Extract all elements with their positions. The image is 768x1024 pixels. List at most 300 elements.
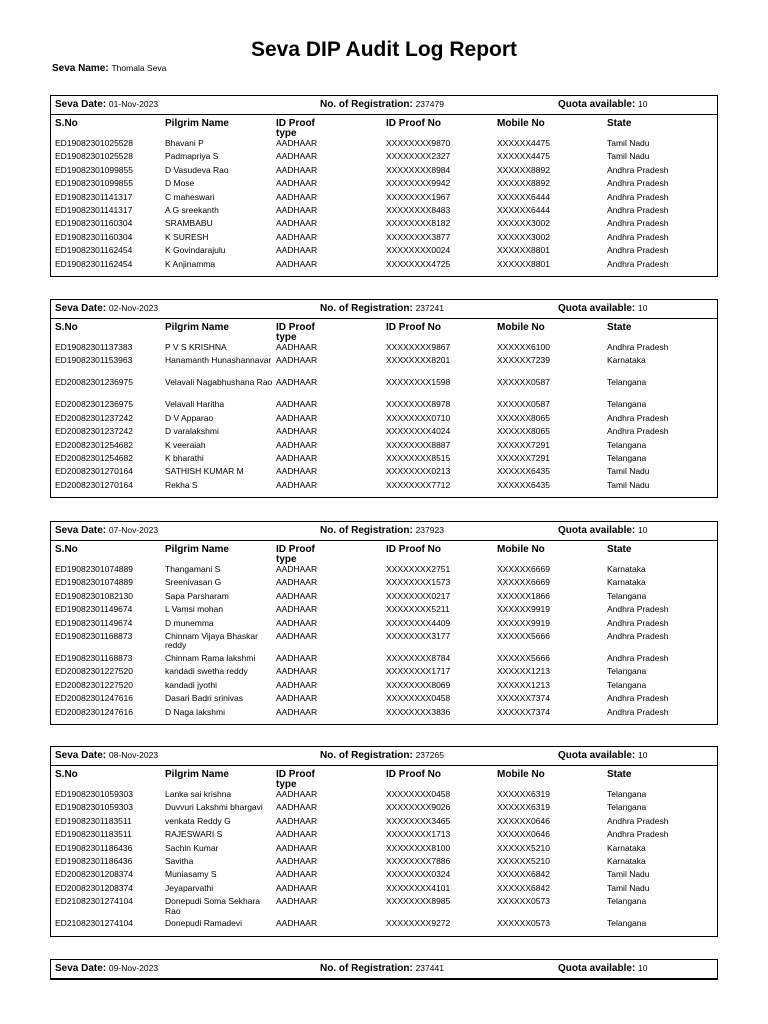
table-cell: XXXXXX6435: [497, 479, 550, 490]
table-cell: ED20082301208374: [55, 882, 133, 893]
table-cell: XXXXXX6435: [497, 466, 550, 477]
registration-count-label: No. of Registration:: [320, 525, 416, 536]
table-row: [51, 400, 717, 413]
table-cell: XXXXXX8801: [497, 245, 550, 256]
table-cell: ED20082301270164: [55, 466, 133, 477]
table-cell: AADHAAR: [276, 564, 318, 574]
table-cell: AADHAAR: [276, 452, 318, 463]
table-row: [51, 803, 717, 816]
table-row: [51, 592, 717, 605]
registration-count-value: 237441: [415, 963, 444, 973]
table-cell: Thangamani S: [165, 564, 221, 574]
table-cell: XXXXXX3002: [497, 231, 550, 242]
seva-section: [50, 95, 718, 277]
table-row: [51, 219, 717, 232]
table-cell: D Vasudeva Rao: [165, 164, 229, 175]
table-cell: Tamil Nadu: [607, 479, 650, 490]
table-cell: XXXXXX6444: [497, 204, 550, 215]
table-cell: AADHAAR: [276, 355, 318, 366]
table-cell: AADHAAR: [276, 218, 318, 229]
column-header: ID Proof No: [386, 322, 441, 333]
table-row: [51, 817, 717, 830]
table-cell: ED19082301186436: [55, 855, 133, 866]
seva-date-label: Seva Date:: [55, 99, 109, 110]
table-cell: AADHAAR: [276, 855, 318, 866]
table-cell: XXXXXX7239: [497, 355, 550, 366]
table-cell: Andhra Pradesh: [607, 178, 669, 189]
table-cell: RAJESWARI S: [165, 829, 223, 840]
table-cell: XXXXXXXX8978: [386, 399, 451, 410]
table-cell: XXXXXX8065: [497, 412, 550, 423]
registration-count: [320, 963, 444, 974]
table-cell: XXXXXXXX0458: [386, 693, 451, 704]
table-cell: AADHAAR: [276, 426, 318, 437]
table-row: [51, 441, 717, 454]
seva-section-header: [51, 960, 717, 979]
table-cell: Karnataka: [607, 355, 646, 366]
registration-count-label: No. of Registration:: [320, 303, 416, 314]
table-cell: XXXXXXXX0213: [386, 466, 451, 477]
table-cell: Sapa Parsharam: [165, 590, 229, 601]
table-cell: AADHAAR: [276, 342, 318, 352]
table-row: [51, 708, 717, 721]
table-cell: K bharathi: [165, 452, 204, 463]
table-cell: Andhra Pradesh: [607, 604, 669, 615]
table-cell: Bhavani P: [165, 138, 204, 148]
table-cell: AADHAAR: [276, 617, 318, 628]
column-header: State: [607, 769, 632, 780]
registration-count: [320, 750, 444, 761]
table-row: [51, 206, 717, 219]
table-cell: Andhra Pradesh: [607, 231, 669, 242]
table-cell: ED19082301183511: [55, 815, 132, 826]
table-cell: kandadi jyothi: [165, 679, 217, 690]
table-cell: XXXXXX9919: [497, 604, 550, 615]
seva-section-header: [51, 300, 717, 319]
table-cell: ED20082301247616: [55, 693, 133, 704]
table-cell: XXXXXXXX4409: [386, 617, 451, 628]
table-cell: XXXXXXXX4725: [386, 258, 451, 269]
table-cell: ED20082301270164: [55, 479, 133, 490]
seva-date: [55, 525, 158, 536]
table-cell: A G sreekanth: [165, 204, 219, 215]
table-cell: AADHAAR: [276, 466, 318, 477]
table-cell: XXXXXX5666: [497, 630, 550, 641]
table-cell: XXXXXX1213: [497, 666, 550, 677]
table-cell: Chinnam Vijaya Bhaskar reddy: [165, 630, 258, 651]
table-cell: XXXXXX6669: [497, 564, 550, 574]
column-header: S.No: [55, 769, 78, 780]
registration-count-value: 237265: [415, 750, 444, 760]
table-row: [51, 233, 717, 246]
table-cell: ED20082301208374: [55, 869, 133, 880]
column-header: ID Proof type: [276, 544, 315, 565]
table-cell: Andhra Pradesh: [607, 693, 669, 704]
table-cell: AADHAAR: [276, 604, 318, 615]
table-row: [51, 467, 717, 480]
table-cell: XXXXXX0587: [497, 399, 550, 410]
table-cell: XXXXXXXX8887: [386, 439, 451, 450]
table-cell: Karnataka: [607, 855, 646, 866]
table-cell: ED20082301227520: [55, 666, 133, 677]
registration-count-value: 237479: [415, 99, 444, 109]
table-cell: ED21082301274104: [55, 918, 133, 929]
table-cell: XXXXXXXX9272: [386, 918, 451, 929]
quota-available-value: 10: [638, 99, 648, 109]
table-cell: AADHAAR: [276, 479, 318, 490]
table-cell: Savitha: [165, 855, 194, 866]
table-cell: ED19082301149674: [55, 604, 133, 615]
table-row: [51, 844, 717, 857]
quota-available-label: Quota available:: [558, 303, 639, 314]
table-cell: Andhra Pradesh: [607, 164, 669, 175]
table-cell: ED21082301274104: [55, 896, 133, 907]
table-cell: Hanamanth Hunashannavar: [165, 355, 272, 366]
table-cell: XXXXXXXX2327: [386, 151, 451, 162]
table-cell: XXXXXXXX1598: [386, 377, 451, 388]
table-cell: XXXXXX7291: [497, 452, 550, 463]
table-cell: XXXXXX0646: [497, 815, 550, 826]
table-cell: venkata Reddy G: [165, 815, 231, 826]
seva-name: [52, 63, 166, 74]
column-header: S.No: [55, 118, 78, 129]
seva-name-value: Thomala Seva: [111, 63, 167, 73]
table-cell: XXXXXX0573: [497, 918, 550, 929]
table-cell: XXXXXX8065: [497, 426, 550, 437]
table-cell: ED20082301254682: [55, 439, 133, 450]
table-row: [51, 565, 717, 578]
table-cell: AADHAAR: [276, 918, 318, 929]
quota-available: [558, 750, 648, 761]
table-cell: ED20082301236975: [55, 377, 133, 388]
table-cell: AADHAAR: [276, 666, 318, 677]
table-cell: XXXXXXXX8515: [386, 452, 451, 463]
table-cell: AADHAAR: [276, 815, 318, 826]
table-cell: Telangana: [607, 789, 647, 799]
table-cell: AADHAAR: [276, 138, 318, 148]
column-header: Mobile No: [497, 544, 545, 555]
table-cell: Telangana: [607, 377, 647, 388]
quota-available-label: Quota available:: [558, 750, 639, 761]
table-cell: AADHAAR: [276, 412, 318, 423]
table-cell: AADHAAR: [276, 151, 318, 162]
table-cell: Karnataka: [607, 842, 646, 853]
table-cell: ED19082301059303: [55, 789, 133, 799]
registration-count-value: 237923: [415, 525, 444, 535]
table-cell: XXXXXXXX3177: [386, 630, 451, 641]
table-row: [51, 152, 717, 165]
table-cell: AADHAAR: [276, 693, 318, 704]
column-header: ID Proof type: [276, 322, 315, 343]
table-row: [51, 884, 717, 897]
table-cell: Velavali Haritha: [165, 399, 225, 410]
table-cell: ED19082301025528: [55, 151, 133, 162]
table-cell: XXXXXX1213: [497, 679, 550, 690]
column-header: State: [607, 322, 632, 333]
table-cell: AADHAAR: [276, 590, 318, 601]
table-cell: ED20082301227520: [55, 679, 133, 690]
column-header: Pilgrim Name: [165, 322, 229, 333]
table-cell: Andhra Pradesh: [607, 258, 669, 269]
quota-available: [558, 303, 648, 314]
table-cell: Telangana: [607, 802, 647, 813]
column-header: ID Proof No: [386, 118, 441, 129]
column-headers: [51, 766, 717, 790]
table-cell: Andhra Pradesh: [607, 245, 669, 256]
table-cell: Sreenivasan G: [165, 577, 222, 588]
table-row: [51, 870, 717, 883]
table-row: [51, 830, 717, 843]
table-cell: XXXXXX6100: [497, 342, 550, 352]
seva-section-header: [51, 522, 717, 541]
seva-section: [50, 299, 718, 498]
column-header: S.No: [55, 544, 78, 555]
table-row: [51, 378, 717, 400]
table-cell: XXXXXX6669: [497, 577, 550, 588]
table-cell: XXXXXX7291: [497, 439, 550, 450]
table-cell: ED20082301247616: [55, 706, 133, 717]
table-cell: AADHAAR: [276, 439, 318, 450]
quota-available-value: 10: [638, 303, 648, 313]
table-row: [51, 919, 717, 932]
table-cell: XXXXXX8892: [497, 164, 550, 175]
quota-available-label: Quota available:: [558, 99, 639, 110]
table-cell: XXXXXX7374: [497, 706, 550, 717]
table-cell: ED19082301141317: [55, 204, 133, 215]
table-cell: XXXXXXXX3836: [386, 706, 451, 717]
seva-section-header: [51, 747, 717, 766]
table-cell: Telangana: [607, 679, 647, 690]
seva-date-value: 02-Nov-2023: [108, 303, 159, 313]
table-cell: XXXXXX0587: [497, 377, 550, 388]
table-cell: XXXXXX5210: [497, 842, 550, 853]
table-cell: Tamil Nadu: [607, 138, 650, 148]
table-cell: ED19082301099855: [55, 164, 133, 175]
table-cell: Telangana: [607, 666, 647, 677]
table-cell: AADHAAR: [276, 802, 318, 813]
table-cell: XXXXXXXX3877: [386, 231, 451, 242]
table-cell: AADHAAR: [276, 164, 318, 175]
table-cell: XXXXXX4475: [497, 151, 550, 162]
seva-date-value: 09-Nov-2023: [108, 963, 159, 973]
table-row: [51, 897, 717, 919]
table-row: [51, 619, 717, 632]
report-title: Seva DIP Audit Log Report: [250, 38, 518, 61]
table-cell: ED19082301149674: [55, 617, 133, 628]
table-row: [51, 681, 717, 694]
table-cell: Rekha S: [165, 479, 198, 490]
table-row: [51, 414, 717, 427]
table-cell: XXXXXXXX0217: [386, 590, 451, 601]
column-header: Pilgrim Name: [165, 769, 229, 780]
table-cell: Dasari Badri srinivas: [165, 693, 243, 704]
table-cell: Andhra Pradesh: [607, 617, 669, 628]
table-row: [51, 179, 717, 192]
table-cell: K Govindarajulu: [165, 245, 226, 256]
table-cell: Telangana: [607, 918, 647, 929]
registration-count-label: No. of Registration:: [320, 963, 416, 974]
quota-available: [558, 525, 648, 536]
table-cell: ED20082301254682: [55, 452, 133, 463]
table-cell: XXXXXXXX9870: [386, 138, 451, 148]
table-cell: ED19082301074889: [55, 564, 133, 574]
table-cell: Duvvuri Lakshmi bhargavi: [165, 802, 263, 813]
table-cell: ED19082301160304: [55, 231, 133, 242]
table-cell: XXXXXXXX9026: [386, 802, 451, 813]
table-cell: ED20082301236975: [55, 399, 133, 410]
table-cell: ED19082301141317: [55, 191, 133, 202]
seva-date: [55, 99, 158, 110]
table-cell: AADHAAR: [276, 789, 318, 799]
table-cell: Donepudi Soma Sekhara Rao: [165, 896, 260, 916]
table-row: [51, 605, 717, 618]
table-cell: SATHISH KUMAR M: [165, 466, 244, 477]
table-cell: XXXXXXXX8069: [386, 679, 451, 690]
table-cell: Telangana: [607, 399, 647, 410]
table-cell: XXXXXX1866: [497, 590, 550, 601]
table-cell: Tamil Nadu: [607, 882, 650, 893]
table-cell: Andhra Pradesh: [607, 630, 669, 641]
table-cell: XXXXXXXX8784: [386, 652, 451, 663]
table-cell: AADHAAR: [276, 245, 318, 256]
table-row: [51, 260, 717, 273]
table-cell: XXXXXXXX8984: [386, 164, 451, 175]
registration-count-value: 237241: [415, 303, 444, 313]
table-cell: Andhra Pradesh: [607, 342, 669, 352]
registration-count: [320, 99, 444, 110]
table-cell: AADHAAR: [276, 896, 318, 907]
table-cell: AADHAAR: [276, 842, 318, 853]
table-cell: ED20082301237242: [55, 412, 133, 423]
column-header: Pilgrim Name: [165, 118, 229, 129]
table-cell: XXXXXXXX9867: [386, 342, 451, 352]
table-cell: K SURESH: [165, 231, 209, 242]
table-cell: Andhra Pradesh: [607, 706, 669, 717]
table-cell: XXXXXX6842: [497, 882, 550, 893]
table-cell: ED19082301153963: [55, 355, 133, 366]
table-cell: ED19082301059303: [55, 802, 133, 813]
quota-available-value: 10: [638, 525, 648, 535]
table-cell: AADHAAR: [276, 231, 318, 242]
table-cell: AADHAAR: [276, 377, 318, 388]
seva-date-label: Seva Date:: [55, 303, 109, 314]
table-cell: Muniasamy S: [165, 869, 217, 880]
table-cell: AADHAAR: [276, 679, 318, 690]
table-cell: ED19082301168873: [55, 652, 133, 663]
table-cell: Tamil Nadu: [607, 151, 650, 162]
table-cell: XXXXXX8801: [497, 258, 550, 269]
table-cell: AADHAAR: [276, 258, 318, 269]
table-cell: XXXXXX3002: [497, 218, 550, 229]
seva-date: [55, 303, 158, 314]
table-cell: ED19082301082130: [55, 590, 133, 601]
table-cell: AADHAAR: [276, 399, 318, 410]
table-cell: ED19082301183511: [55, 829, 132, 840]
table-cell: Andhra Pradesh: [607, 204, 669, 215]
column-header: S.No: [55, 322, 78, 333]
table-cell: XXXXXXXX8100: [386, 842, 451, 853]
table-cell: XXXXXXXX1713: [386, 829, 451, 840]
quota-available: [558, 963, 648, 974]
table-cell: AADHAAR: [276, 204, 318, 215]
table-cell: XXXXXXXX8201: [386, 355, 451, 366]
table-cell: Andhra Pradesh: [607, 191, 669, 202]
table-cell: XXXXXXXX3465: [386, 815, 451, 826]
table-cell: ED19082301160304: [55, 218, 133, 229]
table-cell: XXXXXXXX9942: [386, 178, 451, 189]
table-cell: XXXXXXXX7712: [386, 479, 451, 490]
table-cell: AADHAAR: [276, 577, 318, 588]
table-cell: XXXXXXXX0710: [386, 412, 451, 423]
table-cell: Jeyaparvathi: [165, 882, 214, 893]
table-cell: XXXXXXXX0024: [386, 245, 451, 256]
column-header: Mobile No: [497, 118, 545, 129]
table-cell: Velavali Nagabhushana Rao: [165, 377, 273, 388]
table-cell: Tamil Nadu: [607, 466, 650, 477]
column-headers: [51, 319, 717, 343]
table-cell: XXXXXXXX1573: [386, 577, 451, 588]
quota-available: [558, 99, 648, 110]
seva-section-header: [51, 96, 717, 115]
table-cell: XXXXXX5666: [497, 652, 550, 663]
column-header: ID Proof No: [386, 769, 441, 780]
quota-available-value: 10: [638, 963, 648, 973]
table-row: [51, 667, 717, 680]
quota-available-label: Quota available:: [558, 525, 639, 536]
table-cell: XXXXXX6842: [497, 869, 550, 880]
seva-date: [55, 963, 158, 974]
table-cell: ED19082301137383: [55, 342, 133, 352]
table-cell: XXXXXXXX2751: [386, 564, 451, 574]
seva-date: [55, 750, 158, 761]
table-cell: Telangana: [607, 590, 647, 601]
seva-date-label: Seva Date:: [55, 750, 109, 761]
table-cell: Andhra Pradesh: [607, 412, 669, 423]
table-cell: SRAMBABU: [165, 218, 213, 229]
table-cell: Donepudi Ramadevi: [165, 918, 243, 929]
table-row: [51, 578, 717, 591]
seva-date-value: 08-Nov-2023: [108, 750, 159, 760]
table-cell: XXXXXX6319: [497, 802, 550, 813]
table-cell: Karnataka: [607, 564, 646, 574]
column-header: State: [607, 118, 632, 129]
table-cell: XXXXXXXX0458: [386, 789, 451, 799]
table-cell: AADHAAR: [276, 869, 318, 880]
table-cell: AADHAAR: [276, 829, 318, 840]
table-cell: XXXXXX8892: [497, 178, 550, 189]
column-header: ID Proof type: [276, 769, 315, 790]
table-row: [51, 654, 717, 667]
table-cell: P V S KRISHNA: [165, 342, 227, 352]
table-row: [51, 632, 717, 654]
table-cell: ED19082301162454: [55, 245, 133, 256]
table-row: [51, 857, 717, 870]
table-row: [51, 139, 717, 152]
table-cell: XXXXXX7374: [497, 693, 550, 704]
seva-date-value: 01-Nov-2023: [108, 99, 159, 109]
table-cell: ED19082301162454: [55, 258, 133, 269]
table-cell: C maheswari: [165, 191, 215, 202]
table-cell: Andhra Pradesh: [607, 815, 669, 826]
table-cell: D varalakshmi: [165, 426, 219, 437]
table-cell: AADHAAR: [276, 652, 318, 663]
column-headers: [51, 541, 717, 565]
table-cell: ED19082301186436: [55, 842, 133, 853]
table-row: [51, 343, 717, 356]
table-row: [51, 166, 717, 179]
column-header: Mobile No: [497, 769, 545, 780]
table-cell: XXXXXX0646: [497, 829, 550, 840]
